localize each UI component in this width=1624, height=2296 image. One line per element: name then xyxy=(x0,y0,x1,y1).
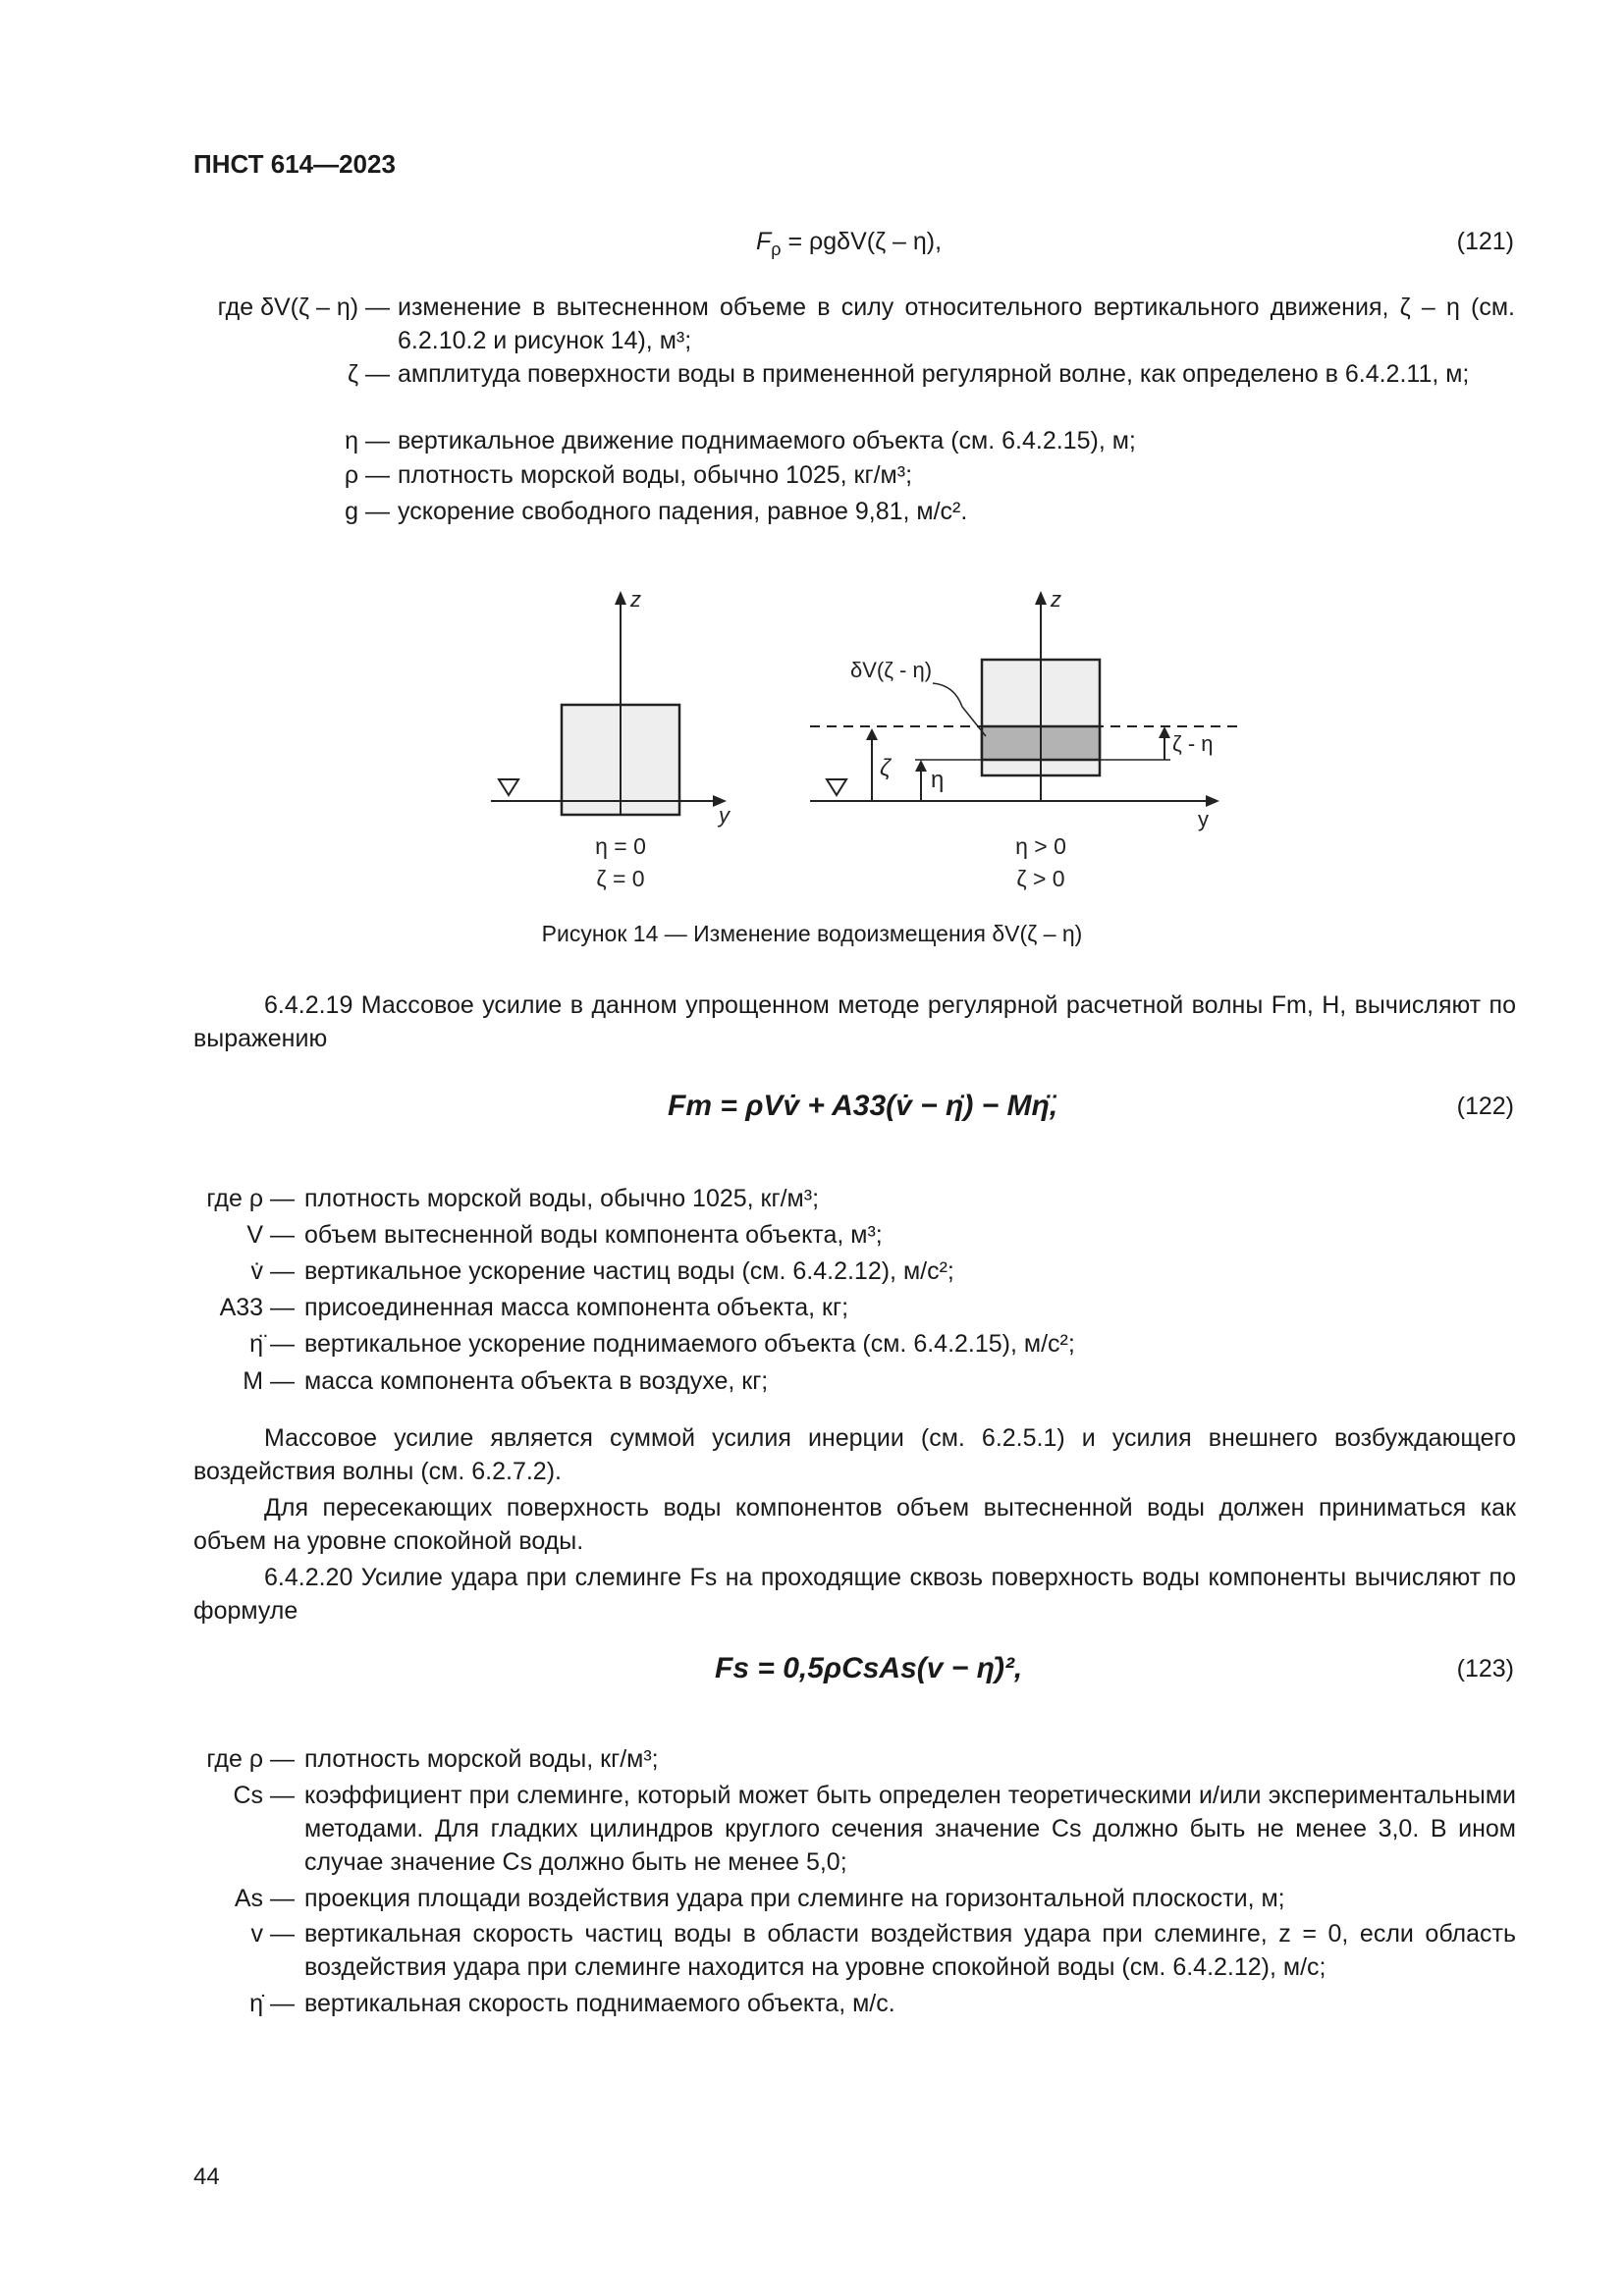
document-header: ПНСТ 614—2023 xyxy=(193,149,396,179)
eq121-lhs: F xyxy=(756,228,772,255)
equation-123: Fs = 0,5ρCsAs(v − η̇)², xyxy=(715,1652,1023,1684)
def-text: вертикальная скорость частиц воды в области воздействия удара при слеминге, z = 0, если область воздействия удара при слеминге находится на уровне спокойной воды (см. 6.4.2.12), м/с; xyxy=(304,1920,1516,1981)
def-symbol: V — xyxy=(246,1221,295,1249)
def-symbol: Cs — xyxy=(233,1782,295,1809)
def-symbol: ζ — xyxy=(348,360,390,388)
def-text: объем вытесненной воды компонента объекта, м³; xyxy=(304,1221,883,1249)
left-water-level-icon xyxy=(499,779,518,795)
left-zeta-cond: ζ = 0 xyxy=(596,866,645,891)
def-symbol: η — xyxy=(345,427,390,454)
def-text: присоединенная масса компонента объекта, кг; xyxy=(304,1294,849,1321)
right-z-label: z xyxy=(1051,587,1061,612)
right-zeta-eta-arrowhead-icon xyxy=(1159,726,1170,738)
left-z-label: z xyxy=(630,587,641,612)
def-symbol: где δV(ζ – η) — xyxy=(217,294,390,321)
def-text: коэффициент при слеминге, который может быть определен теоретическими и/или экспериментальными методами. Для гладких цилиндров круглого сечения значение Cs должно быть не менее 3,0. В ином случае значение Cs должно быть не менее 5,0; xyxy=(304,1782,1516,1876)
right-eta-cond: η > 0 xyxy=(1015,833,1066,859)
def-symbol: As — xyxy=(234,1885,295,1912)
def-symbol: A33 — xyxy=(219,1294,295,1321)
paragraph-mass-force-1: Массовое усилие является суммой усилия инерции (см. 6.2.5.1) и усилия внешнего возбуждающего воздействия волны (см. 6.2.7.2). xyxy=(193,1424,1516,1485)
paragraph-mass-force-2: Для пересекающих поверхность воды компонентов объем вытесненной воды должен приниматься как объем на уровне спокойной воды. xyxy=(193,1494,1516,1555)
equation-122: Fm = ρVv̇ + A33(v̇ − η̈) − Mη̈, xyxy=(668,1090,1058,1122)
def-text: плотность морской воды, кг/м³; xyxy=(304,1745,659,1773)
right-dv-label: δV(ζ - η) xyxy=(850,658,933,682)
right-y-label: y xyxy=(1198,807,1209,831)
paragraph-6-4-2-19: 6.4.2.19 Массовое усилие в данном упрощенном методе регулярной расчетной волны Fm, Н, вычисляют по выражению xyxy=(193,991,1516,1052)
def-text: вертикальное ускорение поднимаемого объекта (см. 6.4.2.15), м/с²; xyxy=(304,1330,1075,1358)
def-text: амплитуда поверхности воды в примененной регулярной волне, как определено в 6.4.2.11, м; xyxy=(398,360,1470,388)
right-zeta-arrowhead-icon xyxy=(866,728,878,740)
def-symbol: η̇ — xyxy=(249,1990,295,2017)
def-text: вертикальное движение поднимаемого объекта (см. 6.4.2.15), м; xyxy=(398,427,1136,454)
def-text: ускорение свободного падения, равное 9,81, м/с². xyxy=(398,498,968,525)
right-z-arrow-icon xyxy=(1035,591,1047,605)
paragraph-6-4-2-20: 6.4.2.20 Усилие удара при слеминге Fs на проходящие сквозь поверхность воды компоненты вычисляют по формуле xyxy=(193,1564,1516,1625)
left-y-label: y xyxy=(719,803,730,828)
right-y-arrow-icon xyxy=(1206,795,1219,807)
right-diagram xyxy=(810,587,1237,891)
eq121-rhs: = ρgδV(ζ – η), xyxy=(781,228,943,255)
right-water-level-icon xyxy=(827,779,846,795)
def-symbol: где ρ — xyxy=(206,1185,295,1212)
def-symbol: M — xyxy=(243,1367,295,1395)
right-zeta-cond: ζ > 0 xyxy=(1016,866,1065,891)
figure-14-svg xyxy=(471,579,1257,903)
page-number: 44 xyxy=(193,2163,220,2190)
eq121-lhs-sub: ρ xyxy=(771,240,782,259)
def-symbol: v — xyxy=(250,1920,295,1948)
def-symbol: где ρ — xyxy=(206,1745,295,1773)
equation-121-number: (121) xyxy=(1456,228,1514,255)
def-symbol: η̈ — xyxy=(249,1330,295,1358)
equation-121 xyxy=(756,228,942,260)
equation-122-number: (122) xyxy=(1456,1093,1514,1120)
def-text: плотность морской воды, обычно 1025, кг/м³; xyxy=(398,461,913,489)
equation-123-number: (123) xyxy=(1456,1655,1514,1682)
def-text: изменение в вытесненном объеме в силу относительного вертикального движения, ζ – η (см. 6.2.10.2 и рисунок 14), м³; xyxy=(398,294,1515,354)
def-text: масса компонента объекта в воздухе, кг; xyxy=(304,1367,769,1395)
left-z-arrow-icon xyxy=(615,591,626,605)
def-text: вертикальная скорость поднимаемого объекта, м/с. xyxy=(304,1990,895,2017)
def-text: вертикальное ускорение частиц воды (см. 6.4.2.12), м/с²; xyxy=(304,1257,954,1285)
def-symbol: v̇ — xyxy=(250,1257,295,1285)
figure-14-caption: Рисунок 14 — Изменение водоизмещения δV(ζ – η) xyxy=(541,921,1083,946)
def-text: плотность морской воды, обычно 1025, кг/м³; xyxy=(304,1185,820,1212)
left-diagram xyxy=(491,587,731,891)
def-symbol: ρ — xyxy=(344,461,390,489)
right-eta-arrowhead-icon xyxy=(915,760,927,772)
figure-14 xyxy=(471,579,1257,903)
right-zeta-eta-label: ζ - η xyxy=(1172,731,1214,756)
def-symbol: g — xyxy=(345,498,390,525)
right-eta-label: η xyxy=(931,767,945,793)
def-text: проекция площади воздействия удара при слеминге на горизонтальной плоскости, м; xyxy=(304,1885,1285,1912)
right-zeta-label: ζ xyxy=(880,755,892,781)
left-eta-cond: η = 0 xyxy=(595,833,646,859)
right-dv-leader xyxy=(933,683,986,736)
